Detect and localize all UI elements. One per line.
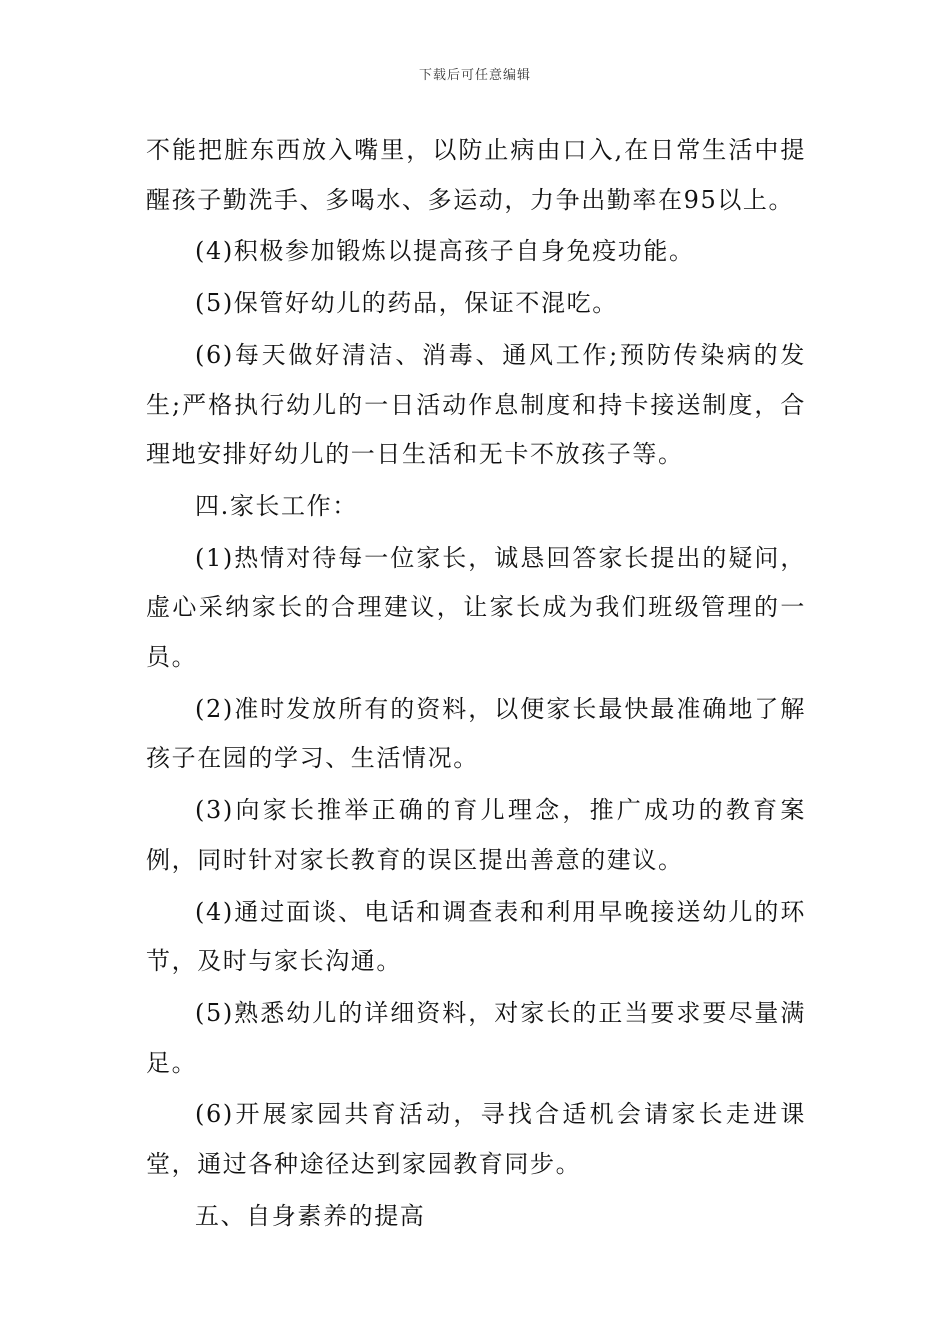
- paragraph-8: (3)向家长推举正确的育儿理念，推广成功的教育案例，同时针对家长教育的误区提出善意的建议。: [146, 796, 806, 874]
- paragraph-9: (4)通过面谈、电话和调查表和利用早晚接送幼儿的环节，及时与家长沟通。: [146, 897, 806, 976]
- paragraph-1: 不能把脏东西放入嘴里，以防止病由口入,在日常生活中提醒孩子勤洗手、多喝水、多运动，力争出勤率在95以上。: [146, 136, 806, 214]
- page-header: 下载后可任意编辑: [418, 68, 531, 83]
- paragraph-4: (6)每天做好清洁、消毒、通风工作;预防传染病的发生;严格执行幼儿的一日活动作息制度和持卡接送制度，合理地安排好幼儿的一日生活和无卡不放孩子等。: [146, 340, 806, 469]
- paragraph-7: (2)准时发放所有的资料，以便家长最快最准确地了解孩子在园的学习、生活情况。: [146, 694, 806, 773]
- paragraph-6: (1)热情对待每一位家长，诚恳回答家长提出的疑问，虚心采纳家长的合理建议，让家长成为我们班级管理的一员。: [146, 543, 806, 672]
- paragraph-10: (5)熟悉幼儿的详细资料，对家长的正当要求要尽量满足。: [146, 998, 806, 1077]
- section-heading-parent-work: 四.家长工作：: [195, 491, 358, 520]
- document-body: [146, 126, 806, 1243]
- paragraph-3: (5)保管好幼儿的药品，保证不混吃。: [195, 289, 618, 318]
- paragraph-11: (6)开展家园共育活动，寻找合适机会请家长走进课堂，通过各种途径达到家园教育同步。: [146, 1100, 806, 1179]
- paragraph-2: (4)积极参加锻炼以提高孩子自身免疫功能。: [195, 237, 695, 266]
- section-heading-self-improvement: 五、自身素养的提高: [195, 1201, 426, 1230]
